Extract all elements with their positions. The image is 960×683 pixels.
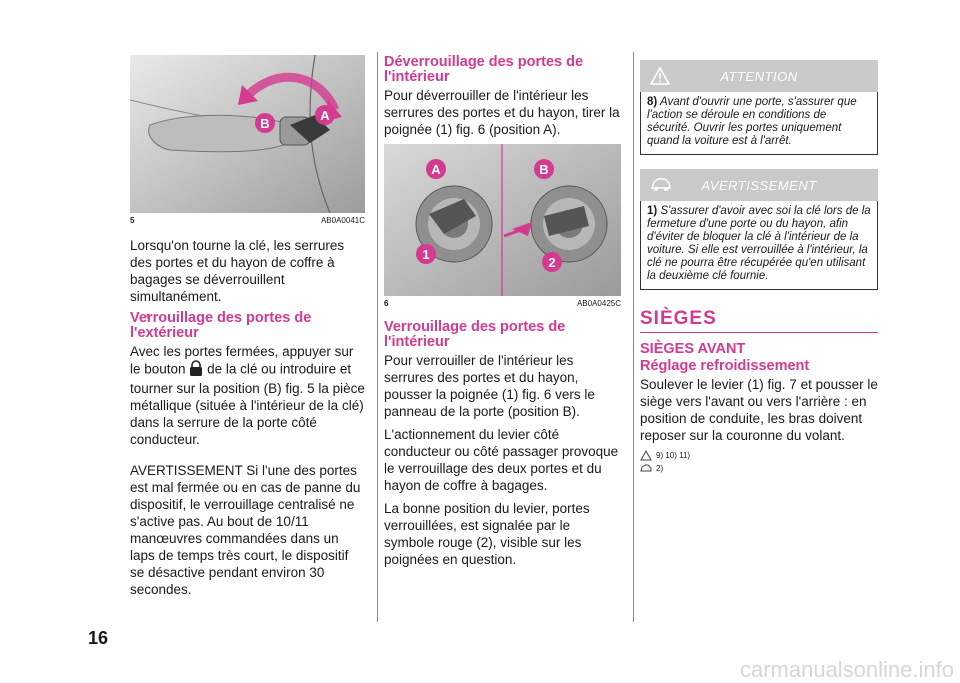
- figure-5: [130, 55, 365, 213]
- paragraph-text: Avec les portes fermées, appuyer sur le bouton: [130, 344, 354, 377]
- section-heading: SIÈGES AVANT: [640, 341, 746, 357]
- avertissement-text: S'assurer d'avoir avec soi la clé lors de la fermeture d'une porte ou du hayon, afin d'éviter de bloquer la clé à l'intérieur de la voiture. Si elle est verrouillée à l'intérieur, la clé ne pourra être récupérée qu'en utilisant la deuxième clé fournie.: [647, 205, 871, 282]
- avertissement-body: [640, 201, 878, 290]
- attention-title: ATTENTION: [720, 68, 798, 84]
- section-heading: Verrouillage des portes de l'extérieur: [130, 310, 312, 341]
- reference-numbers: 2): [656, 464, 664, 473]
- figure-6: [384, 144, 621, 296]
- attention-number: 8): [647, 96, 658, 108]
- car-warning-icon: [650, 176, 672, 195]
- attention-text: Avant d'ouvrir une porte, s'assurer que l'action se déroule en conditions de sécurité. Ouvrir les portes uniquement quand la voiture est à l'arrêt.: [647, 96, 857, 147]
- lock-icon: [189, 360, 203, 380]
- avertissement-title: AVERTISSEMENT: [701, 177, 817, 193]
- attention-header: [640, 60, 878, 92]
- paragraph: Soulever le levier (1) fig. 7 et pousser le siège vers l'avant ou vers l'arrière : en position de conduite, les bras doivent reposer sur la couronne du volant.: [640, 377, 878, 443]
- figure-code: AB0A0041C: [320, 216, 365, 225]
- paragraph: [130, 343, 365, 448]
- column-1: [130, 55, 365, 604]
- chapter-heading: SIÈGES: [640, 308, 717, 329]
- section-heading: Déverrouillage des portes de l'intérieur: [384, 54, 584, 85]
- paragraph: Lorsqu'on tourne la clé, les serrures des portes et du hayon de coffre à bagages se déverrouillent simultanément.: [130, 238, 345, 304]
- figure-number: 6: [384, 299, 389, 308]
- figure-code: AB0A0425C: [576, 299, 621, 308]
- avertissement-box: [640, 169, 878, 290]
- column-2: [384, 55, 621, 574]
- fig5-label-b: B: [260, 116, 270, 131]
- fig6-label-b: B: [539, 162, 549, 177]
- door-handle-illustration: [130, 55, 365, 213]
- page-number: 16: [88, 628, 109, 648]
- paragraph: AVERTISSEMENT Si l'une des portes est mal fermée ou en cas de panne du dispositif, le verrouillage centralisé ne s'active pas. Au bout de 10/11 manœuvres commandées dans un laps de temps très court, le dispositif se désactive pendant environ 30 secondes.: [130, 463, 361, 597]
- paragraph: Pour verrouiller de l'intérieur les serrures des portes et du hayon, pousser la poignée (1) fig. 6 vers le panneau de la porte (position B).: [384, 353, 595, 419]
- figure-number: 5: [130, 216, 135, 225]
- paragraph: L'actionnement du levier côté conducteur ou côté passager provoque le verrouillage des deux portes et du hayon de coffre à bagages.: [384, 427, 619, 493]
- paragraph: Pour déverrouiller de l'intérieur les serrures des portes et du hayon, tirer la poignée (1) fig. 6 (position A).: [384, 88, 620, 137]
- fig6-label-a: A: [431, 162, 441, 177]
- attention-box: [640, 60, 878, 155]
- fig6-label-2: 2: [548, 255, 556, 270]
- fig6-label-1: 1: [422, 247, 430, 262]
- warning-reference: [640, 450, 878, 461]
- note-reference: [640, 463, 878, 474]
- interior-handle-illustration: [384, 144, 621, 296]
- attention-body: [640, 92, 878, 155]
- column-divider: [377, 52, 378, 622]
- warning-icon: [640, 450, 652, 461]
- paragraph-text: de la clé ou introduire et tourner sur la position (B) fig. 5 la pièce métallique (située à l'intérieur de la clé) dans la serrure de la porte côté conducteur.: [130, 361, 365, 447]
- paragraph: La bonne position du levier, portes verrouillées, est signalée par le symbole rouge (2), visible sur les poignées en question.: [384, 501, 590, 567]
- column-3: [640, 60, 878, 476]
- warning-icon: [650, 67, 670, 88]
- subsection-heading: Réglage refroidissement: [640, 358, 810, 374]
- section-heading: Verrouillage des portes de l'intérieur: [384, 319, 566, 350]
- watermark: carmanualsonline.info: [739, 657, 954, 682]
- car-warning-icon: [640, 463, 652, 474]
- heading-rule: [640, 332, 878, 333]
- column-divider: [633, 52, 634, 622]
- avertissement-header: [640, 169, 878, 201]
- fig5-label-a: A: [320, 108, 330, 123]
- avertissement-number: 1): [647, 205, 658, 217]
- reference-numbers: 9) 10) 11): [656, 451, 691, 460]
